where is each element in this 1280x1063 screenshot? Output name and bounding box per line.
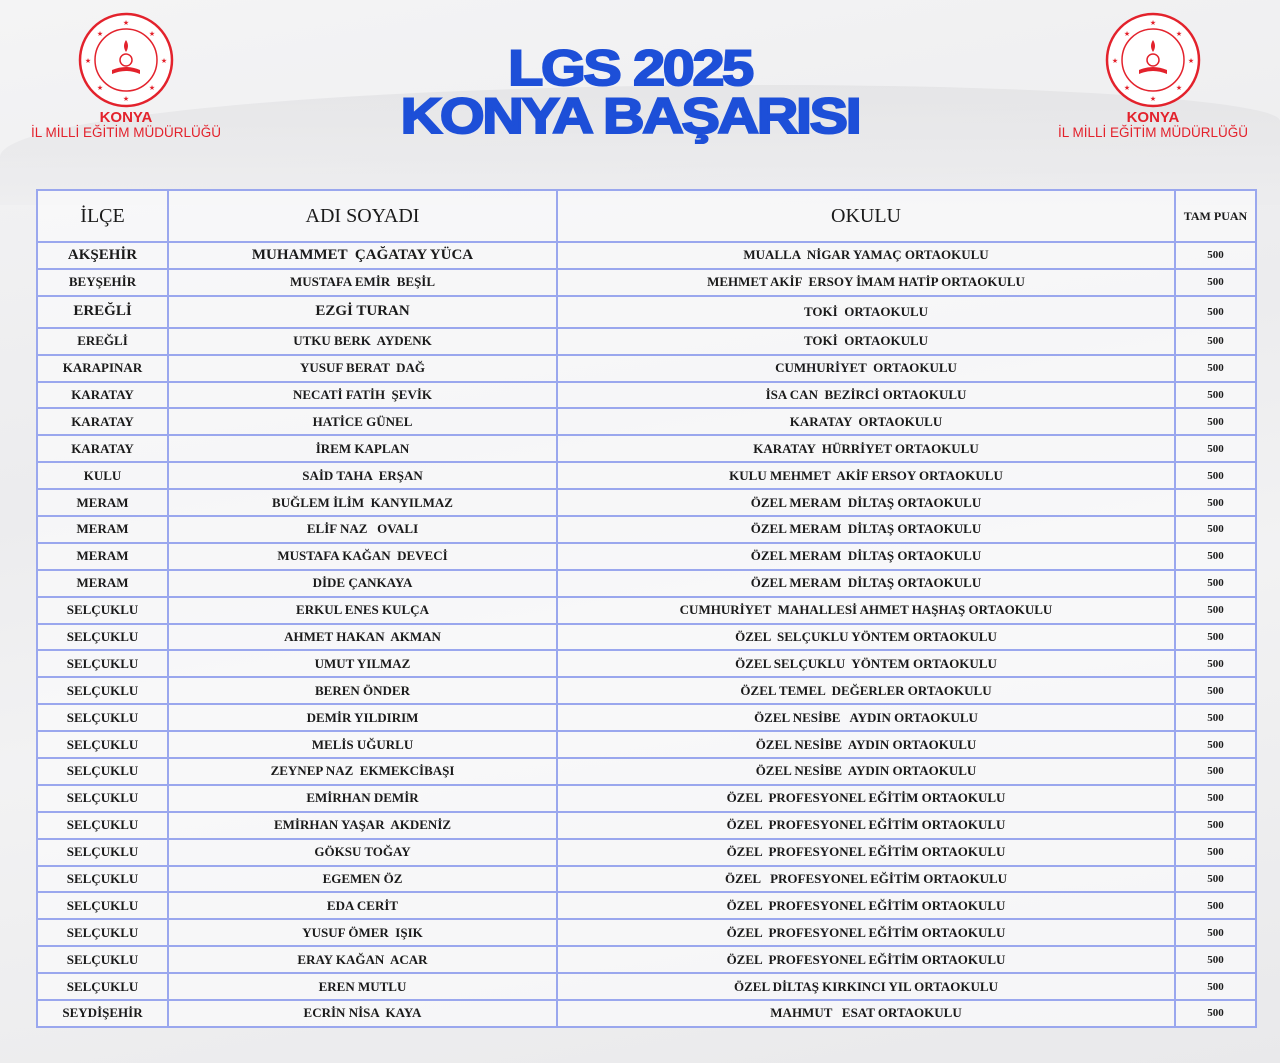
district-cell: SELÇUKLU [37, 866, 168, 893]
score-cell: 500 [1175, 866, 1256, 893]
svg-text:★: ★ [1175, 30, 1183, 38]
svg-text:★: ★ [148, 84, 156, 92]
score-cell: 500 [1175, 624, 1256, 651]
table-row [37, 382, 1256, 409]
score-cell: 500 [1175, 408, 1256, 435]
table-row [37, 296, 1256, 328]
school-cell: ÖZEL PROFESYONEL EĞİTİM ORTAOKULU [557, 839, 1175, 866]
table-row [37, 597, 1256, 624]
page-title [300, 40, 960, 144]
score-cell: 500 [1175, 758, 1256, 785]
district-cell: SELÇUKLU [37, 892, 168, 919]
name-cell: ECRİN NİSA KAYA [168, 1000, 557, 1027]
table-row [37, 650, 1256, 677]
district-cell: SELÇUKLU [37, 758, 168, 785]
svg-text:★: ★ [148, 30, 156, 38]
table-row [37, 839, 1256, 866]
district-cell: SELÇUKLU [37, 919, 168, 946]
score-cell: 500 [1175, 1000, 1256, 1027]
svg-text:★: ★ [84, 57, 92, 65]
district-cell: SELÇUKLU [37, 785, 168, 812]
ministry-seal-icon [78, 12, 174, 108]
school-cell: ÖZEL PROFESYONEL EĞİTİM ORTAOKULU [557, 946, 1175, 973]
table-row [37, 973, 1256, 1000]
district-cell: MERAM [37, 543, 168, 570]
school-cell: ÖZEL PROFESYONEL EĞİTİM ORTAOKULU [557, 812, 1175, 839]
svg-text:★: ★ [1149, 19, 1157, 27]
score-cell: 500 [1175, 731, 1256, 758]
name-cell: HATİCE GÜNEL [168, 408, 557, 435]
name-cell: DİDE ÇANKAYA [168, 570, 557, 597]
name-cell: EMİRHAN YAŞAR AKDENİZ [168, 812, 557, 839]
score-cell: 500 [1175, 516, 1256, 543]
school-cell: ÖZEL MERAM DİLTAŞ ORTAOKULU [557, 570, 1175, 597]
school-cell: ÖZEL NESİBE AYDIN ORTAOKULU [557, 758, 1175, 785]
name-cell: YUSUF ÖMER IŞIK [168, 919, 557, 946]
name-cell: İREM KAPLAN [168, 435, 557, 462]
name-cell: ERKUL ENES KULÇA [168, 597, 557, 624]
title-line-1: LGS 2025 [508, 40, 752, 96]
table-row [37, 543, 1256, 570]
table-row [37, 328, 1256, 355]
logo-city: KONYA [1126, 109, 1180, 126]
name-cell: GÖKSU TOĞAY [168, 839, 557, 866]
name-cell: ZEYNEP NAZ EKMEKCİBAŞI [168, 758, 557, 785]
school-cell: MEHMET AKİF ERSOY İMAM HATİP ORTAOKULU [557, 269, 1175, 296]
school-cell: ÖZEL DİLTAŞ KIRKINCI YIL ORTAOKULU [557, 973, 1175, 1000]
district-cell: AKŞEHİR [37, 242, 168, 269]
district-cell: SELÇUKLU [37, 812, 168, 839]
school-cell: KARATAY ORTAOKULU [557, 408, 1175, 435]
district-cell: SELÇUKLU [37, 677, 168, 704]
logo-right [1058, 12, 1248, 140]
school-cell: MAHMUT ESAT ORTAOKULU [557, 1000, 1175, 1027]
district-cell: SEYDİŞEHİR [37, 1000, 168, 1027]
district-cell: KARAPINAR [37, 355, 168, 382]
name-cell: MELİS UĞURLU [168, 731, 557, 758]
column-header-school: OKULU [557, 190, 1175, 242]
ministry-seal-icon [1105, 12, 1201, 108]
table-row [37, 758, 1256, 785]
name-cell: NECATİ FATİH ŞEVİK [168, 382, 557, 409]
school-cell: KARATAY HÜRRİYET ORTAOKULU [557, 435, 1175, 462]
score-cell: 500 [1175, 543, 1256, 570]
school-cell: ÖZEL PROFESYONEL EĞİTİM ORTAOKULU [557, 785, 1175, 812]
district-cell: MERAM [37, 516, 168, 543]
score-cell: 500 [1175, 919, 1256, 946]
score-cell: 500 [1175, 839, 1256, 866]
score-cell: 500 [1175, 435, 1256, 462]
table-row [37, 624, 1256, 651]
school-cell: CUMHURİYET MAHALLESİ AHMET HAŞHAŞ ORTAOKULU [557, 597, 1175, 624]
school-cell: ÖZEL PROFESYONEL EĞİTİM ORTAOKULU [557, 866, 1175, 893]
name-cell: MUSTAFA EMİR BEŞİL [168, 269, 557, 296]
name-cell: DEMİR YILDIRIM [168, 704, 557, 731]
district-cell: SELÇUKLU [37, 731, 168, 758]
school-cell: ÖZEL TEMEL DEĞERLER ORTAOKULU [557, 677, 1175, 704]
svg-text:★: ★ [1123, 30, 1131, 38]
school-cell: ÖZEL PROFESYONEL EĞİTİM ORTAOKULU [557, 919, 1175, 946]
score-cell: 500 [1175, 570, 1256, 597]
name-cell: EMİRHAN DEMİR [168, 785, 557, 812]
score-cell: 500 [1175, 489, 1256, 516]
name-cell: MUSTAFA KAĞAN DEVECİ [168, 543, 557, 570]
name-cell: BUĞLEM İLİM KANYILMAZ [168, 489, 557, 516]
score-cell: 500 [1175, 296, 1256, 328]
name-cell: YUSUF BERAT DAĞ [168, 355, 557, 382]
table-row [37, 462, 1256, 489]
table-row [37, 242, 1256, 269]
name-cell: MUHAMMET ÇAĞATAY YÜCA [168, 242, 557, 269]
school-cell: KULU MEHMET AKİF ERSOY ORTAOKULU [557, 462, 1175, 489]
score-cell: 500 [1175, 328, 1256, 355]
score-cell: 500 [1175, 973, 1256, 1000]
table-row [37, 785, 1256, 812]
table-row [37, 704, 1256, 731]
name-cell: UTKU BERK AYDENK [168, 328, 557, 355]
score-cell: 500 [1175, 812, 1256, 839]
table-row [37, 892, 1256, 919]
svg-text:★: ★ [1175, 84, 1183, 92]
table-row [37, 812, 1256, 839]
svg-text:★: ★ [122, 95, 130, 103]
school-cell: ÖZEL NESİBE AYDIN ORTAOKULU [557, 704, 1175, 731]
district-cell: MERAM [37, 489, 168, 516]
school-cell: CUMHURİYET ORTAOKULU [557, 355, 1175, 382]
column-header-district: İLÇE [37, 190, 168, 242]
district-cell: SELÇUKLU [37, 973, 168, 1000]
district-cell: EREĞLİ [37, 296, 168, 328]
district-cell: KULU [37, 462, 168, 489]
table-row [37, 355, 1256, 382]
score-cell: 500 [1175, 892, 1256, 919]
title-line-2: KONYA BAŞARISI [400, 88, 860, 144]
name-cell: SAİD TAHA ERŞAN [168, 462, 557, 489]
district-cell: SELÇUKLU [37, 597, 168, 624]
school-cell: İSA CAN BEZİRCİ ORTAOKULU [557, 382, 1175, 409]
school-cell: ÖZEL SELÇUKLU YÖNTEM ORTAOKULU [557, 650, 1175, 677]
school-cell: TOKİ ORTAOKULU [557, 328, 1175, 355]
name-cell: EREN MUTLU [168, 973, 557, 1000]
table-row [37, 946, 1256, 973]
district-cell: SELÇUKLU [37, 704, 168, 731]
score-cell: 500 [1175, 785, 1256, 812]
district-cell: SELÇUKLU [37, 839, 168, 866]
score-cell: 500 [1175, 462, 1256, 489]
table-row [37, 677, 1256, 704]
school-cell: ÖZEL MERAM DİLTAŞ ORTAOKULU [557, 516, 1175, 543]
table-row [37, 1000, 1256, 1027]
school-cell: ÖZEL NESİBE AYDIN ORTAOKULU [557, 731, 1175, 758]
name-cell: EZGİ TURAN [168, 296, 557, 328]
score-cell: 500 [1175, 269, 1256, 296]
name-cell: EGEMEN ÖZ [168, 866, 557, 893]
name-cell: ERAY KAĞAN ACAR [168, 946, 557, 973]
svg-text:★: ★ [160, 57, 168, 65]
logo-directorate: İL MİLLİ EĞİTİM MÜDÜRLÜĞÜ [1058, 125, 1249, 140]
results-table [36, 189, 1257, 1028]
district-cell: KARATAY [37, 382, 168, 409]
name-cell: UMUT YILMAZ [168, 650, 557, 677]
name-cell: BEREN ÖNDER [168, 677, 557, 704]
logo-left [31, 12, 221, 140]
svg-text:★: ★ [1123, 84, 1131, 92]
svg-text:★: ★ [1187, 57, 1195, 65]
table-row [37, 919, 1256, 946]
school-cell: ÖZEL PROFESYONEL EĞİTİM ORTAOKULU [557, 892, 1175, 919]
name-cell: AHMET HAKAN AKMAN [168, 624, 557, 651]
score-cell: 500 [1175, 704, 1256, 731]
school-cell: TOKİ ORTAOKULU [557, 296, 1175, 328]
score-cell: 500 [1175, 242, 1256, 269]
district-cell: BEYŞEHİR [37, 269, 168, 296]
svg-text:★: ★ [122, 19, 130, 27]
table-row [37, 516, 1256, 543]
score-cell: 500 [1175, 650, 1256, 677]
logo-city: KONYA [99, 109, 153, 126]
name-cell: ELİF NAZ OVALI [168, 516, 557, 543]
score-cell: 500 [1175, 597, 1256, 624]
table-row [37, 435, 1256, 462]
svg-text:★: ★ [96, 84, 104, 92]
school-cell: ÖZEL MERAM DİLTAŞ ORTAOKULU [557, 543, 1175, 570]
table-header-row [37, 190, 1256, 242]
district-cell: SELÇUKLU [37, 946, 168, 973]
score-cell: 500 [1175, 677, 1256, 704]
column-header-score: TAM PUAN [1175, 190, 1256, 242]
table-row [37, 866, 1256, 893]
svg-text:★: ★ [96, 30, 104, 38]
column-header-name: ADI SOYADI [168, 190, 557, 242]
score-cell: 500 [1175, 946, 1256, 973]
school-cell: MUALLA NİGAR YAMAÇ ORTAOKULU [557, 242, 1175, 269]
table-row [37, 408, 1256, 435]
school-cell: ÖZEL MERAM DİLTAŞ ORTAOKULU [557, 489, 1175, 516]
district-cell: MERAM [37, 570, 168, 597]
district-cell: EREĞLİ [37, 328, 168, 355]
table-row [37, 489, 1256, 516]
score-cell: 500 [1175, 355, 1256, 382]
name-cell: EDA CERİT [168, 892, 557, 919]
school-cell: ÖZEL SELÇUKLU YÖNTEM ORTAOKULU [557, 624, 1175, 651]
table-row [37, 570, 1256, 597]
table-row [37, 269, 1256, 296]
district-cell: KARATAY [37, 435, 168, 462]
table-row [37, 731, 1256, 758]
logo-directorate: İL MİLLİ EĞİTİM MÜDÜRLÜĞÜ [31, 125, 222, 140]
district-cell: KARATAY [37, 408, 168, 435]
district-cell: SELÇUKLU [37, 624, 168, 651]
score-cell: 500 [1175, 382, 1256, 409]
svg-text:★: ★ [1149, 95, 1157, 103]
svg-text:★: ★ [1111, 57, 1119, 65]
district-cell: SELÇUKLU [37, 650, 168, 677]
